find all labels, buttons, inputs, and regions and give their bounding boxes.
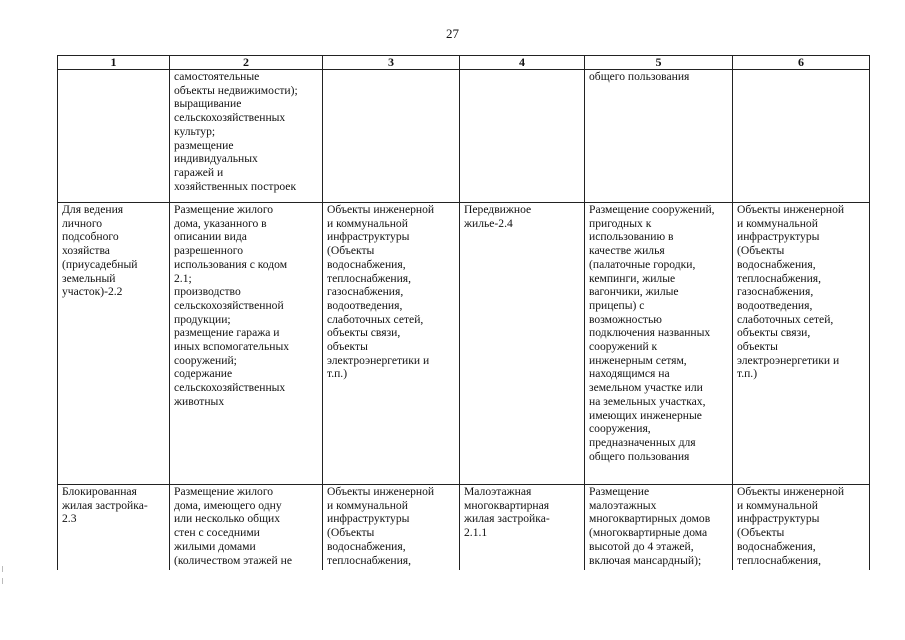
conditional-use-type-cell: Передвижное жилье-2.4 (460, 203, 585, 485)
use-description-cell: Размещение жилого дома, указанного в описании вида разрешенного использования с кодом 2.1; производство сельскохозяйственной продукции; размещение гаража и иных вспомогательных сооружений; содержание сельскохозяйственных животных (170, 203, 323, 485)
column-header: 3 (323, 56, 460, 70)
use-description-cell: самостоятельные объекты недвижимости); выращивание сельскохозяйственных культур; размещение индивидуальных гаражей и хозяйственных построек (170, 70, 323, 203)
auxiliary-objects-cell: Объекты инженерной и коммунальной инфраструктуры (Объекты водоснабжения, теплоснабжения, (323, 485, 460, 571)
conditional-use-type-cell: Малоэтажная многоквартирная жилая застройка- 2.1.1 (460, 485, 585, 571)
conditional-auxiliary-cell (733, 70, 870, 203)
conditional-use-type-cell (460, 70, 585, 203)
use-type-cell: Для ведения личного подсобного хозяйства (приусадебный земельный участок)-2.2 (58, 203, 170, 485)
scan-artifact (2, 578, 3, 584)
table-row (58, 485, 870, 571)
conditional-use-description-cell: Размещение сооружений, пригодных к использованию в качестве жилья (палаточные городки, кемпинги, жилые вагончики, жилые прицепы) с возможностью подключения названных сооружений к инженерным сетям, находящимся на земельном участке или на земельных участках, имеющих инженерные сооружения, предназначенных для общего пользования (585, 203, 733, 485)
scan-artifact (2, 566, 3, 572)
table-header-row (58, 56, 870, 70)
table-row (58, 203, 870, 485)
column-header: 4 (460, 56, 585, 70)
use-type-cell (58, 70, 170, 203)
column-header: 1 (58, 56, 170, 70)
conditional-use-description-cell: общего пользования (585, 70, 733, 203)
use-description-cell: Размещение жилого дома, имеющего одну или несколько общих стен с соседними жилыми домами (количеством этажей не (170, 485, 323, 571)
auxiliary-objects-cell (323, 70, 460, 203)
page-number: 27 (446, 26, 459, 41)
table-row (58, 70, 870, 203)
column-header: 6 (733, 56, 870, 70)
use-type-cell: Блокированная жилая застройка- 2.3 (58, 485, 170, 571)
conditional-auxiliary-cell: Объекты инженерной и коммунальной инфраструктуры (Объекты водоснабжения, теплоснабжения, газоснабжения, водоотведения, слаботочных сетей, объекты связи, объекты электроэнергетики и т.п.) (733, 203, 870, 485)
conditional-use-description-cell: Размещение малоэтажных многоквартирных домов (многоквартирные дома высотой до 4 этажей, включая мансардный); (585, 485, 733, 571)
column-header: 5 (585, 56, 733, 70)
auxiliary-objects-cell: Объекты инженерной и коммунальной инфраструктуры (Объекты водоснабжения, теплоснабжения, газоснабжения, водоотведения, слаботочных сетей, объекты связи, объекты электроэнергетики и т.п.) (323, 203, 460, 485)
zoning-table (57, 55, 870, 570)
column-header: 2 (170, 56, 323, 70)
conditional-auxiliary-cell: Объекты инженерной и коммунальной инфраструктуры (Объекты водоснабжения, теплоснабжения, (733, 485, 870, 571)
